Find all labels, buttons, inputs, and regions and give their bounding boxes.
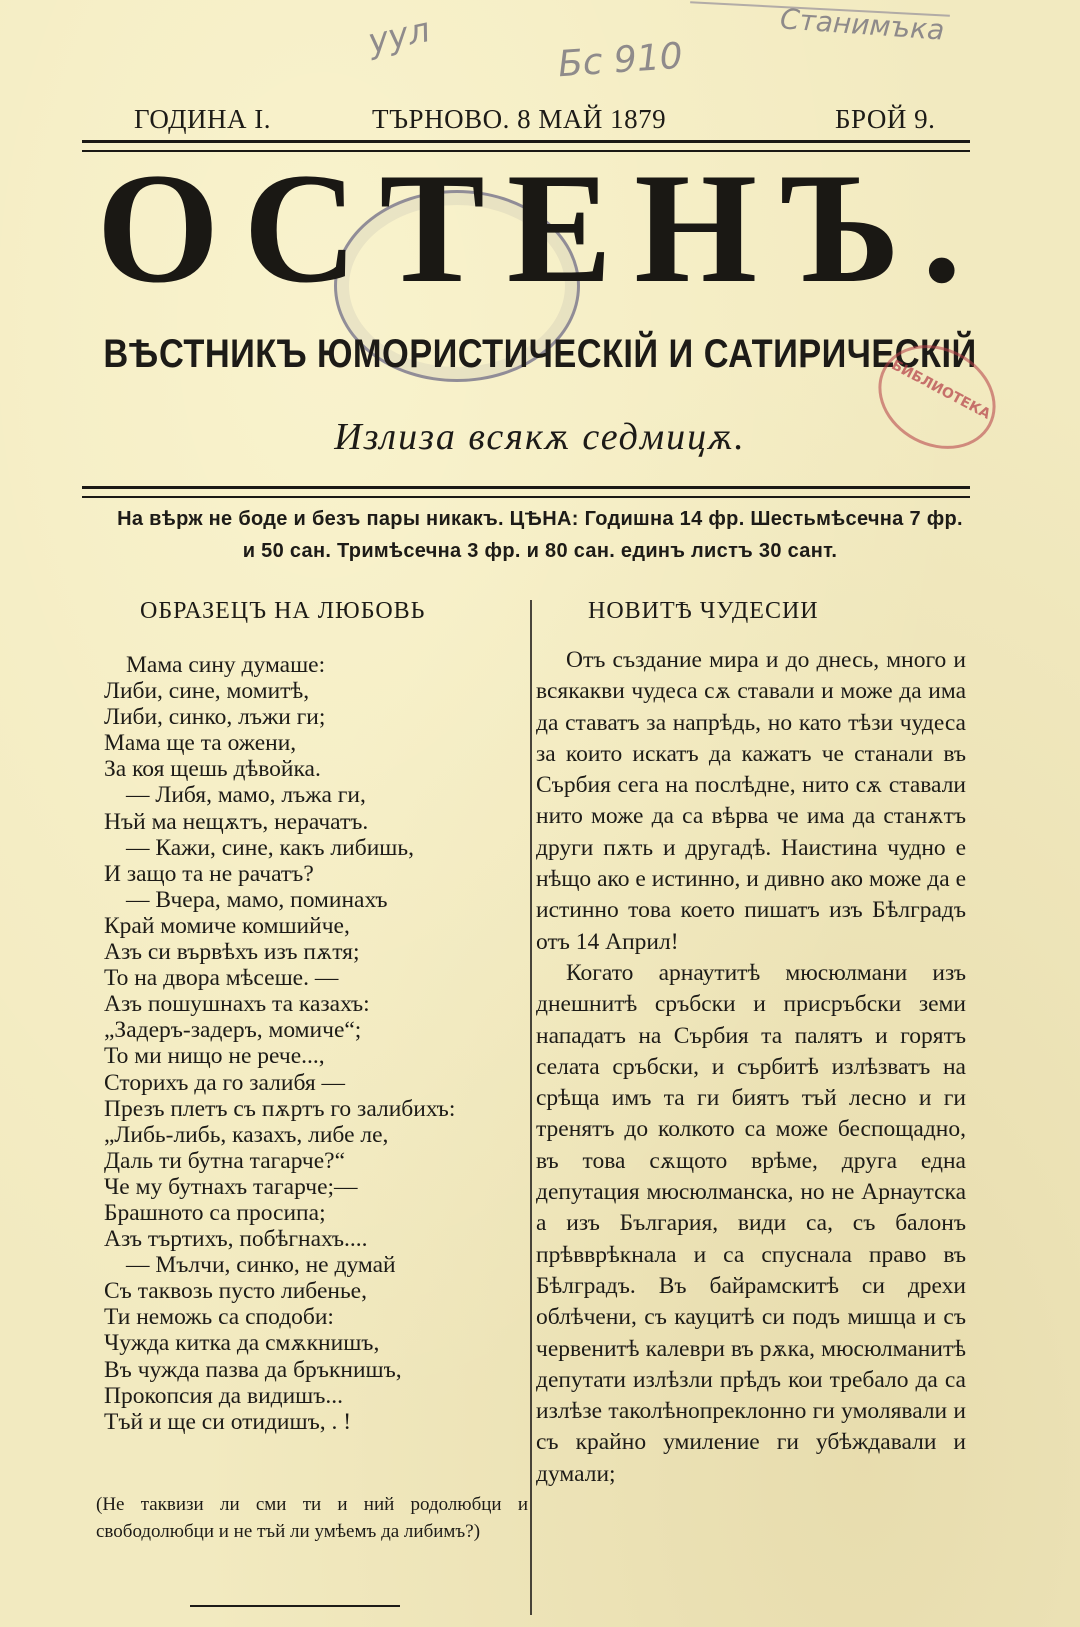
pencil-note-left: уул [364, 9, 434, 63]
poem-line: Либи, сине, момитѣ, [104, 678, 310, 705]
poem-line: Мама сину думаше: [126, 652, 326, 678]
article-title: НОВИТѢ ЧУДЕСИИ [588, 598, 819, 624]
price-line-1: На вѣрж не боде и безъ пары никакъ. ЦѢНА: Годишна 14 фр. Шестьмѣсечна 7 фр. [117, 508, 963, 530]
poem-line: Либи, синко, лъжи ги; [104, 704, 326, 731]
price-line-2: и 50 сан. Тримѣсечна 3 фр. и 80 сан. единъ листъ 30 сант. [242, 540, 838, 562]
poem-line: Презъ плетъ съ пѫртъ го залибихъ: [104, 1095, 456, 1122]
pencil-note-right: Станимъка [779, 2, 946, 47]
poem-line: Азъ пошушнахъ та казахъ: [104, 991, 370, 1018]
poem-line: Сторихъ да го залибя — [104, 1069, 346, 1096]
publication-frequency: Излиза всякѫ седмицѫ. [334, 416, 746, 458]
masthead-info-row [0, 104, 1080, 140]
issue-number: БРОЙ 9. [835, 104, 936, 134]
poem-footnote: (Не таквизи ли сми ти и ний родолюбци и свободолюбци и не тъй ли умѣемъ да либимъ?) [96, 1494, 528, 1542]
poem-line: Чужда китка да смѫкнишъ, [104, 1330, 380, 1357]
masthead-bottom-rule [82, 486, 970, 498]
poem-line: Край момиче комшийче, [104, 912, 350, 939]
article-body [536, 645, 966, 1490]
newspaper-title: ОСТЕНЪ. [96, 141, 984, 316]
poem-line: Тъй и ще си отидишъ, . ! [104, 1408, 352, 1435]
poem-line: Азъ търтихъ, побѣгнахъ.... [104, 1226, 368, 1253]
poem-line: Ти неможь са сподоби: [104, 1304, 334, 1331]
pencil-shelfmark: Бс 910 [556, 35, 684, 86]
poem-end-rule [190, 1605, 400, 1607]
poem-line: Азъ си вървѣхъ изъ пѫтя; [104, 939, 360, 966]
poem-line: Въ чужда пазва да бръкнишъ, [104, 1356, 402, 1383]
poem-line: Мама ще та ожени, [104, 730, 297, 757]
poem-line: И защо та не рачатъ? [104, 860, 314, 887]
poem-line: „Либь-либь, казахъ, либе ле, [104, 1121, 389, 1148]
poem-line: — Вчера, мамо, поминахъ [126, 886, 388, 913]
poem-line: То на двора мѣсеше. — [104, 965, 339, 992]
article-paragraph: Отъ създание мира и до днесь, много и всякакви чудеса сѫ ставали и може да има да ставатъ за напрѣдь, но като тѣзи чудеса за които искатъ да кажатъ че станали въ Сърбия сега на послѣдне, нито сѫ ставали нито може да са вѣрва че има да станѫтъ други пѫть и другадѣ. Наистина чудно е нѣщо ако е истинно, и дивно ако може да е истинно това което пишатъ изъ Бѣлградъ отъ 14 Април! [536, 647, 966, 955]
poem-line: „Задеръ-задеръ, момиче“; [104, 1017, 362, 1044]
article-paragraph: Когато арнаутитѣ мюсюлмани изъ днешнитѣ сръбски и присръбски земи нападатъ на Сърбия та палятъ и горятъ селата сръбски, и сърбитѣ излѣзватъ на срѣща имъ та ги биятъ тъй лесно и ги тренятъ до колкото са може беспощадно, въ това сѫщото врѣме, друга една депутация мюсюлманска, но не Арнаутска а изъ България, види са, съ балонъ прѣвврѣкнала и са спуснала право въ Бѣлградъ. Въ байрамскитѣ си дрехи облѣчени, съ кауцитѣ си подъ мишца и съ червенитѣ калеври въ рѫка, мюсюлманитѣ депутати излѣзли прѣдъ кои требало да са излѣзе таколѣнопреклонно ги умолявали и съ крайно умиление ги убѣждавали и думали; [536, 959, 966, 1487]
poem-line: Съ таквозь пусто либенье, [104, 1278, 367, 1305]
poem-title: ОБРАЗЕЦЪ НА ЛЮБОВЬ [140, 598, 426, 624]
poem-line: — Мълчи, синко, не думай [126, 1252, 396, 1279]
poem-line: Че му бутнахъ тагарче;— [104, 1173, 358, 1200]
poem-line: Брашното са просипа; [104, 1199, 326, 1226]
newspaper-subtitle: ВѢСТНИКЪ ЮМОРИСТИЧЕСКІЙ И САТИРИЧЕСКІЙ [103, 332, 977, 376]
poem-line: — Либя, мамо, лъжа ги, [126, 782, 366, 809]
stamp-label: БИБЛИОТЕКА [888, 357, 993, 423]
poem-line: — Кажи, сине, какъ либишь, [126, 834, 414, 861]
poem-line: За коя щешь дѣвойка. [104, 756, 321, 783]
poem-body [104, 652, 524, 1435]
poem-line: Прокопсия да видишъ... [104, 1382, 344, 1409]
volume-year: ГОДИНА I. [134, 104, 271, 134]
poem-line: Даль ти бутна тагарче?“ [104, 1147, 346, 1174]
column-divider [530, 600, 532, 1615]
place-and-date: ТЪРНОВО. 8 МАЙ 1879 [372, 104, 667, 134]
poem-line: То ми нищо не рече..., [104, 1043, 325, 1070]
poem-line: Нъй ма нещѫтъ, нерачатъ. [104, 808, 369, 835]
